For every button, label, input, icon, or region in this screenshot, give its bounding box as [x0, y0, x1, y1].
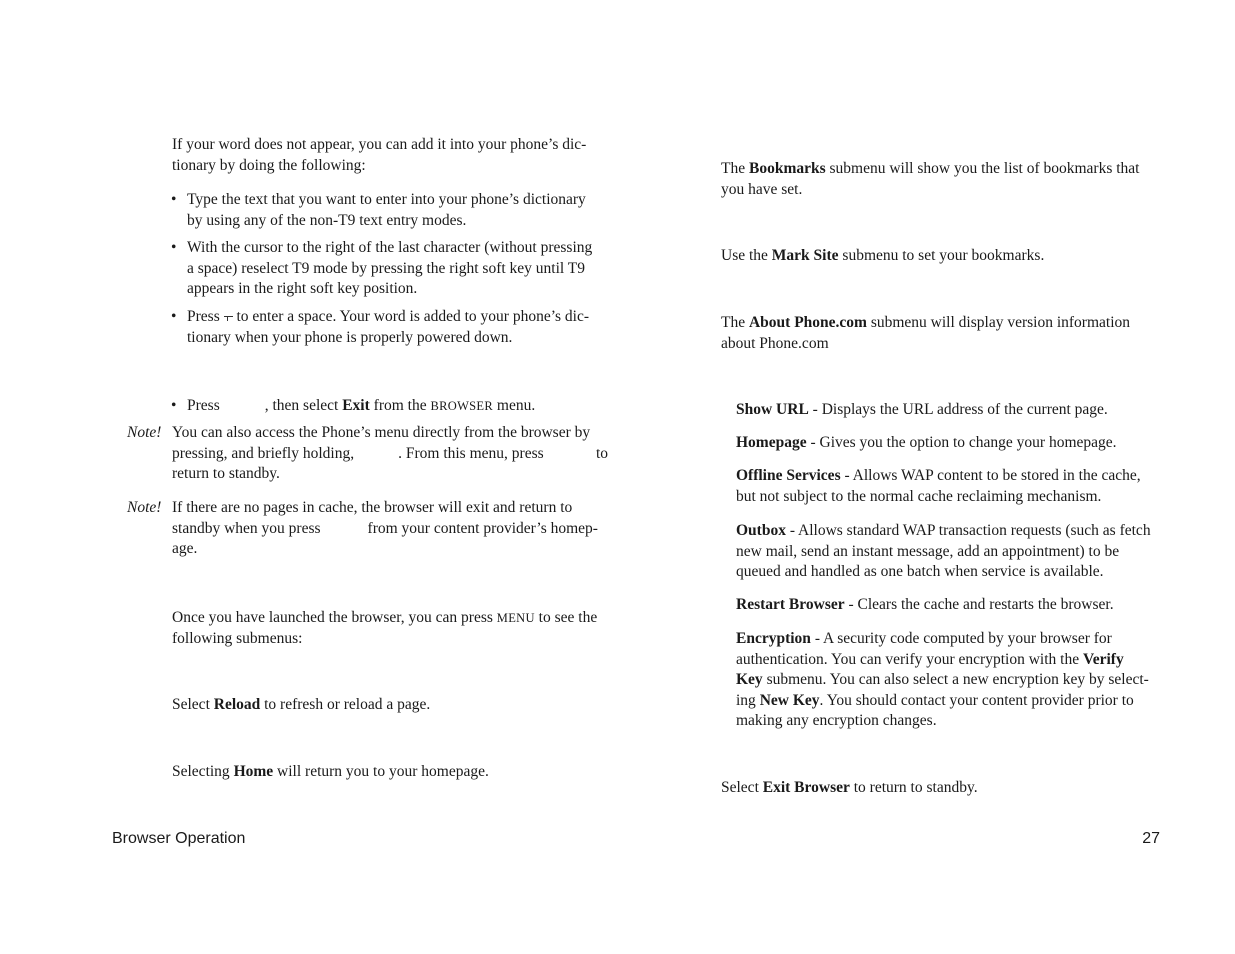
text-fragment: menu.: [493, 397, 536, 414]
text-line: following submenus:: [172, 629, 303, 647]
space-key-icon: [224, 314, 233, 322]
bullet-item: [171, 190, 617, 231]
text-line: making any encryption changes.: [736, 712, 937, 729]
press-text: Press: [187, 397, 220, 414]
bullet-icon: •: [171, 239, 177, 256]
text-line: You can also access the Phone’s menu directly from the browser by: [172, 424, 591, 441]
page-number: 27: [1142, 830, 1160, 847]
text-line: [721, 159, 1161, 180]
note-label: Note!: [127, 424, 162, 441]
text-fragment: to enter a space. Your word is added to your phone’s dic-: [236, 308, 590, 325]
text-fragment: to refresh or reload a page.: [260, 696, 431, 713]
text-line: tionary when your phone is properly powered down.: [187, 328, 513, 346]
text-fragment: - Displays the URL address of the current page.: [808, 401, 1108, 418]
exit-keyword: Exit: [342, 397, 370, 414]
about-keyword: About Phone.com: [748, 314, 867, 331]
text-line: tionary by doing the following:: [172, 156, 366, 174]
text-fragment: - Allows WAP content to be stored in the cache,: [840, 467, 1141, 484]
text-fragment: Select: [721, 779, 763, 796]
text-line: [736, 466, 1161, 487]
press-text: Press: [187, 308, 220, 325]
text-fragment: - Clears the cache and restarts the browser.: [844, 596, 1114, 613]
text-fragment: , then select: [264, 397, 343, 414]
verify-keyword: Verify: [1082, 650, 1124, 668]
showurl-paragraph: [736, 400, 1161, 421]
text-fragment: submenu will display version information: [866, 314, 1131, 331]
restart-paragraph: [736, 595, 1161, 616]
text-line: a space) reselect T9 mode by pressing the right soft key until T9: [187, 259, 586, 277]
about-paragraph: [721, 313, 1161, 354]
text-fragment: from your content provider’s homep-: [367, 519, 598, 537]
homepage-paragraph: [736, 433, 1161, 454]
text-fragment: to: [595, 444, 608, 462]
text-fragment: ing: [736, 691, 760, 709]
text-fragment: The: [721, 314, 749, 331]
text-fragment: pressing, and briefly holding,: [172, 444, 355, 462]
key-keyword: Key: [736, 671, 763, 688]
text-fragment: standby when you press: [172, 519, 321, 537]
text-fragment: submenu. You can also select a new encryption key by select-: [762, 671, 1149, 688]
text-fragment: - Allows standard WAP transaction requests (such as fetch: [785, 522, 1151, 539]
outbox-keyword: Outbox: [736, 522, 786, 539]
menu-keyword: MENU: [496, 611, 535, 625]
footer-section-title: Browser Operation: [112, 830, 246, 847]
text-line: you have set.: [721, 180, 803, 198]
text-line: but not subject to the normal cache reclaiming mechanism.: [736, 487, 1102, 505]
text-fragment: Use the: [721, 247, 772, 264]
text-line: [721, 313, 1161, 334]
text-line: [172, 608, 612, 629]
text-fragment: from the: [369, 397, 431, 414]
reload-paragraph: [172, 695, 612, 716]
bullet-item: [171, 307, 617, 348]
text-line: If there are no pages in cache, the browser will exit and return to: [172, 499, 573, 516]
text-fragment: to return to standby.: [849, 779, 978, 796]
browser-keyword: BROWSER: [430, 399, 494, 413]
text-fragment: The: [721, 160, 749, 177]
offline-keyword: Offline Services: [736, 467, 841, 484]
text-line: queued and handled as one batch when service is available.: [736, 563, 1104, 580]
bullet-icon: •: [171, 397, 177, 414]
marksite-keyword: Mark Site: [771, 247, 839, 264]
bullet-icon: •: [171, 308, 177, 325]
restart-keyword: Restart Browser: [736, 596, 845, 613]
text-line: Type the text that you want to enter into your phone’s dictionary: [187, 191, 586, 208]
bullet-item: [171, 238, 617, 300]
text-fragment: Selecting: [172, 763, 234, 780]
text-line: new mail, send an instant message, add an appointment) to be: [736, 542, 1120, 560]
newkey-keyword: New Key: [759, 691, 820, 709]
text-line: If your word does not appear, you can add it into your phone’s dic-: [172, 136, 587, 153]
text-line: [736, 650, 1161, 671]
encryption-paragraph: [736, 629, 1161, 732]
text-fragment: submenu to set your bookmarks.: [838, 247, 1045, 264]
intro-paragraph: [172, 135, 612, 176]
homepage-keyword: Homepage: [736, 434, 807, 451]
offline-paragraph: [736, 466, 1161, 507]
bullet-item: [171, 396, 617, 417]
bookmarks-paragraph: [721, 159, 1161, 200]
text-fragment: Once you have launched the browser, you can press: [172, 609, 497, 626]
bookmarks-keyword: Bookmarks: [748, 160, 826, 177]
text-line: [187, 307, 617, 328]
text-fragment: authentication. You can verify your encryption with the: [736, 650, 1083, 668]
text-line: [172, 519, 612, 540]
text-fragment: Select: [172, 696, 214, 713]
text-line: about Phone.com: [721, 334, 829, 352]
text-fragment: . You should contact your content provider prior to: [819, 691, 1134, 709]
submenus-intro: [172, 608, 612, 649]
exit-paragraph: [721, 778, 1161, 799]
text-line: appears in the right soft key position.: [187, 280, 418, 297]
text-line: by using any of the non-T9 text entry modes.: [187, 211, 467, 229]
marksite-paragraph: [721, 246, 1161, 267]
text-fragment: - Gives you the option to change your homepage.: [806, 434, 1117, 451]
text-fragment: submenu will show you the list of bookmarks that: [825, 160, 1140, 177]
note-block: [127, 423, 612, 485]
exitbrowser-keyword: Exit Browser: [762, 779, 850, 796]
text-line: [172, 444, 612, 465]
home-keyword: Home: [233, 763, 274, 780]
text-line: [187, 396, 617, 417]
text-line: With the cursor to the right of the last character (without pressing: [187, 239, 593, 256]
text-line: [736, 521, 1161, 542]
bullet-icon: •: [171, 191, 177, 208]
text-line: [736, 670, 1161, 691]
reload-keyword: Reload: [213, 696, 261, 713]
outbox-paragraph: [736, 521, 1161, 583]
note-block: [127, 498, 612, 560]
note-label: Note!: [127, 499, 162, 516]
text-line: [736, 691, 1161, 712]
showurl-keyword: Show URL: [736, 401, 809, 418]
text-line: return to standby.: [172, 465, 280, 482]
text-fragment: will return you to your homepage.: [273, 763, 489, 780]
encryption-keyword: Encryption: [736, 630, 811, 647]
home-paragraph: [172, 762, 612, 783]
text-line: [736, 629, 1161, 650]
text-line: age.: [172, 540, 198, 557]
text-fragment: to see the: [534, 609, 598, 626]
text-fragment: - A security code computed by your browser for: [810, 630, 1112, 647]
text-fragment: . From this menu, press: [398, 444, 544, 462]
